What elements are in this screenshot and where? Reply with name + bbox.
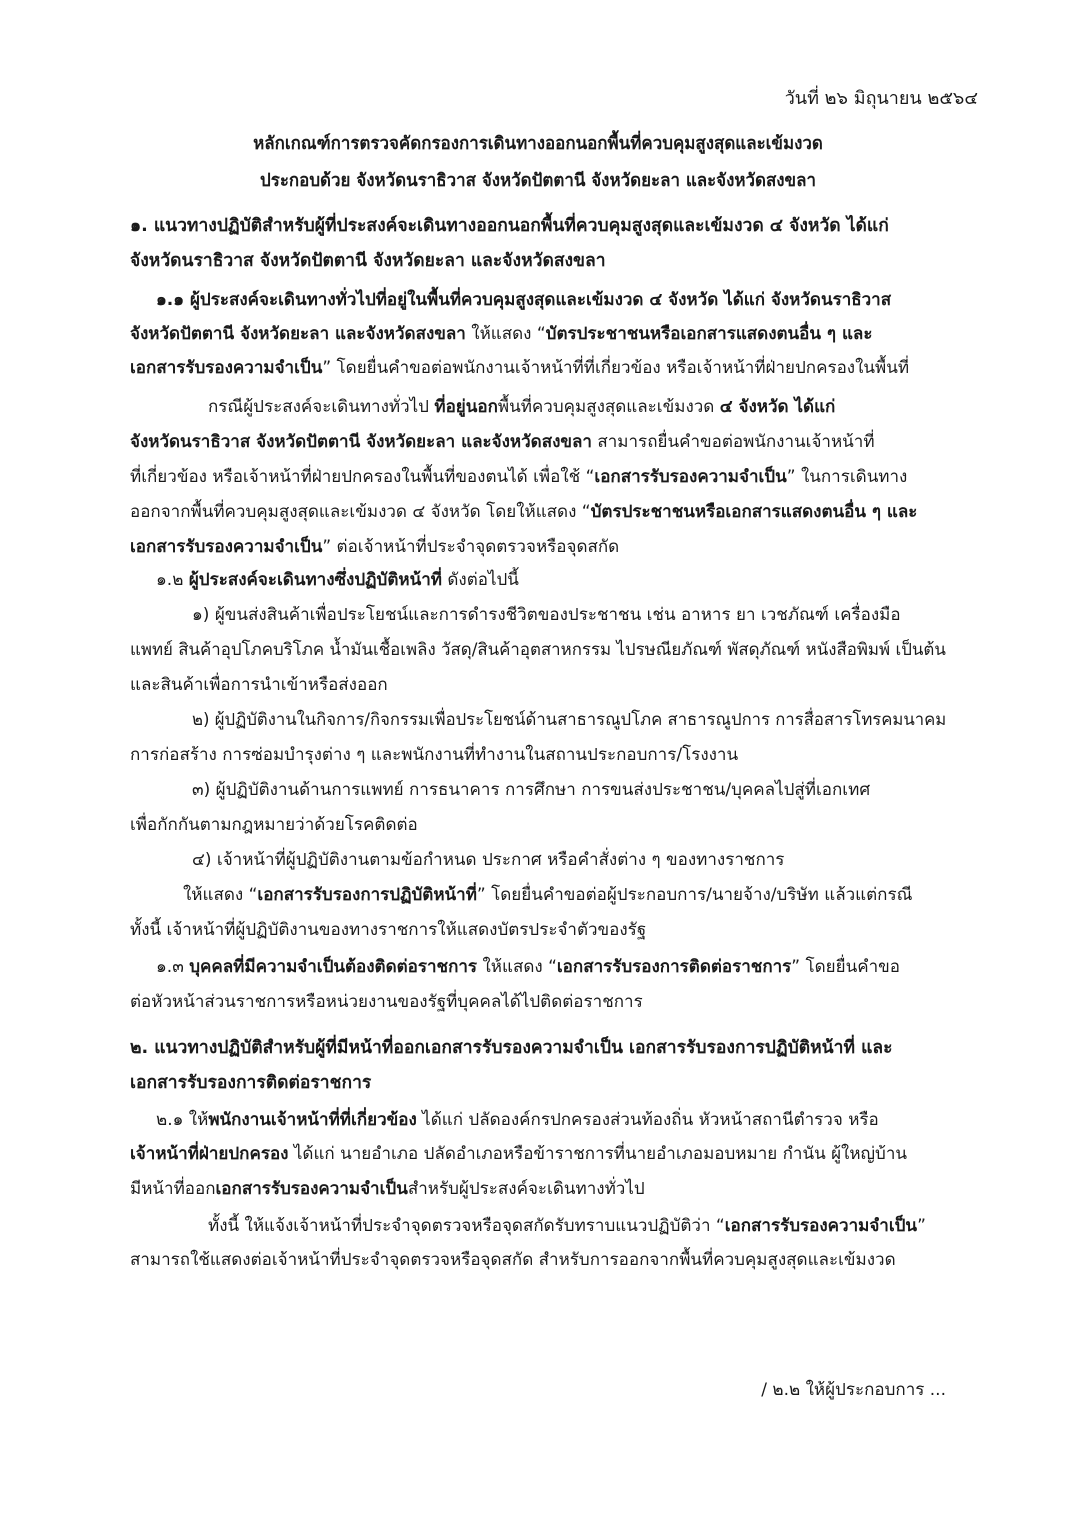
text-bold: ผู้ประสงค์จะเดินทางซึ่งปฏิบัติหน้าที่ [188,570,442,590]
text: ” โดยยื่นคำขอต่อผู้ประกอบการ/นายจ้าง/บริษัท แล้วแต่กรณี [476,885,913,905]
text: กรณีผู้ประสงค์จะเดินทางทั่วไป [208,397,435,417]
text-bold: เอกสารรับรองความจำเป็น [594,467,787,487]
sub-item-1-line-2: แพทย์ สินค้าอุปโภคบริโภค น้ำมันเชื้อเพลิง วัสดุ/สินค้าอุตสาหกรรม ไปรษณียภัณฑ์ พัสดุภัณฑ์ หนังสือพิมพ์ เป็นต้น [130,640,946,660]
text: ให้แสดง “ [477,957,557,977]
text-bold: จังหวัดปัตตานี จังหวัดยะลา และจังหวัดสงขลา [130,324,466,344]
item-1-3-line-1 [156,955,900,979]
item-1-1-line-3 [130,356,909,380]
show-document-line-1 [183,883,912,907]
document-title-line-1: หลักเกณฑ์การตรวจคัดกรองการเดินทางออกนอกพื้นที่ควบคุมสูงสุดและเข้มงวด [253,134,823,154]
text: มีหน้าที่ออก [130,1179,216,1199]
text-bold: จังหวัดนราธิวาส จังหวัดปัตตานี จังหวัดยะลา และจังหวัดสงขลา [130,432,592,452]
section-2-heading: ๒. แนวทางปฏิบัติสำหรับผู้ที่มีหน้าที่ออกเอกสารรับรองความจำเป็น เอกสารรับรองการปฏิบัติหน้าที่ และ [130,1038,893,1058]
text: ” โดยยื่นคำขอต่อพนักงานเจ้าหน้าที่ที่เกี่ยวข้อง หรือเจ้าหน้าที่ฝ่ายปกครองในพื้นที่ [322,358,910,378]
case-line-5 [130,535,619,559]
text: ให้แสดง “ [183,885,258,905]
text: ๑.๒ [156,570,189,590]
text: สามารถยื่นคำขอต่อพนักงานเจ้าหน้าที่ [591,432,875,452]
text-bold: บัตรประชาชนหรือเอกสารแสดงตนอื่น ๆ และ [545,324,873,344]
text: ได้แก่ นายอำเภอ ปลัดอำเภอหรือข้าราชการที่นายอำเภอมอบหมาย กำนัน ผู้ใหญ่บ้าน [288,1144,908,1164]
text-bold: ๔ จังหวัด ได้แก่ [719,397,836,417]
text: ” ต่อเจ้าหน้าที่ประจำจุดตรวจหรือจุดสกัด [322,537,620,557]
section-1-heading-cont: จังหวัดนราธิวาส จังหวัดปัตตานี จังหวัดยะลา และจังหวัดสงขลา [130,251,606,271]
text-bold: เอกสารรับรองความจำเป็น [724,1216,918,1236]
item-1-1-line-2 [130,322,872,346]
text: ทั้งนี้ ให้แจ้งเจ้าหน้าที่ประจำจุดตรวจหรือจุดสกัดรับทราบแนวปฏิบัติว่า “ [208,1216,725,1236]
text-bold: เอกสารรับรองการปฏิบัติหน้าที่ [257,885,477,905]
text: ได้แก่ ปลัดองค์กรปกครองส่วนท้องถิ่น หัวหน้าสถานีตำรวจ หรือ [416,1110,879,1130]
text: ออกจากพื้นที่ควบคุมสูงสุดและเข้มงวด ๔ จังหวัด โดยให้แสดง “ [130,502,591,522]
item-1-1-line-1: ๑.๑ ผู้ประสงค์จะเดินทางทั่วไปที่อยู่ในพื้นที่ควบคุมสูงสุดและเข้มงวด ๔ จังหวัด ได้แก่ จังหวัดนราธิวาส [156,290,892,310]
document-title-line-2: ประกอบด้วย จังหวัดนราธิวาส จังหวัดปัตตานี จังหวัดยะลา และจังหวัดสงขลา [260,171,816,191]
show-document-line-2: ทั้งนี้ เจ้าหน้าที่ผู้ปฏิบัติงานของทางราชการให้แสดงบัตรประจำตัวของรัฐ [130,920,647,940]
page-continuation-footer: / ๒.๒ ให้ผู้ประกอบการ ... [761,1380,946,1400]
text-bold: ที่อยู่นอก [434,397,498,417]
case-line-1 [208,395,835,419]
text-bold: เอกสารรับรองความจำเป็น [215,1179,408,1199]
sub-item-3-line-1: ๓) ผู้ปฏิบัติงานด้านการแพทย์ การธนาคาร การศึกษา การขนส่งประชาชน/บุคคลไปสู่ที่เอกเทศ [192,780,871,800]
text: ดังต่อไปนี้ [441,570,519,590]
section-2-heading-cont: เอกสารรับรองการติดต่อราชการ [130,1073,372,1093]
item-2-1-line-5: สามารถใช้แสดงต่อเจ้าหน้าที่ประจำจุดตรวจหรือจุดสกัด สำหรับการออกจากพื้นที่ควบคุมสูงสุดและเข้มงวด [130,1250,896,1270]
text-bold: พนักงานเจ้าหน้าที่ที่เกี่ยวข้อง [208,1110,417,1130]
text-bold: เอกสารรับรองความจำเป็น [130,358,323,378]
text: ๒.๑ ให้ [156,1110,209,1130]
text: ๑.๓ [156,957,190,977]
sub-item-1-line-3: และสินค้าเพื่อการนำเข้าหรือส่งออก [130,675,388,695]
sub-item-2-line-1: ๒) ผู้ปฏิบัติงานในกิจการ/กิจกรรมเพื่อประโยชน์ด้านสาธารณูปโภค สาธารณูปการ การสื่อสารโทรคมนาคม [192,710,947,730]
text-bold: เอกสารรับรองการติดต่อราชการ [556,957,792,977]
case-line-3 [130,465,907,489]
text: ให้แสดง “ [465,324,546,344]
item-2-1-line-1 [156,1108,879,1132]
sub-item-1-line-1: ๑) ผู้ขนส่งสินค้าเพื่อประโยชน์และการดำรงชีวิตของประชาชน เช่น อาหาร ยา เวชภัณฑ์ เครื่องมือ [192,605,901,625]
text-bold: บุคคลที่มีความจำเป็นต้องติดต่อราชการ [189,957,478,977]
item-1-3-line-2: ต่อหัวหน้าส่วนราชการหรือหน่วยงานของรัฐที่บุคคลได้ไปติดต่อราชการ [130,992,643,1012]
text-bold: บัตรประชาชนหรือเอกสารแสดงตนอื่น ๆ และ [590,502,918,522]
sub-item-3-line-2: เพื่อกักกันตามกฎหมายว่าด้วยโรคติดต่อ [130,815,418,835]
case-line-2 [130,430,875,454]
item-2-1-line-3 [130,1177,645,1201]
text: ” โดยยื่นคำขอ [791,957,900,977]
text: ” ในการเดินทาง [786,467,908,487]
item-1-2-line-1 [156,568,519,592]
text: พื้นที่ควบคุมสูงสุดและเข้มงวด [497,397,720,417]
sub-item-2-line-2: การก่อสร้าง การซ่อมบำรุงต่าง ๆ และพนักงานที่ทำงานในสถานประกอบการ/โรงงาน [130,745,739,765]
section-1-heading: ๑. แนวทางปฏิบัติสำหรับผู้ที่ประสงค์จะเดินทางออกนอกพื้นที่ควบคุมสูงสุดและเข้มงวด ๔ จังหวัด ได้แก่ [130,216,889,236]
document-date: วันที่ ๒๖ มิถุนายน ๒๕๖๔ [784,88,978,109]
text: ” [917,1216,926,1236]
text-bold: เจ้าหน้าที่ฝ่ายปกครอง [130,1144,289,1164]
text-bold: เอกสารรับรองความจำเป็น [130,537,323,557]
item-2-1-line-4 [208,1214,926,1238]
case-line-4 [130,500,917,524]
text: ที่เกี่ยวข้อง หรือเจ้าหน้าที่ฝ่ายปกครองในพื้นที่ของตนได้ เพื่อใช้ “ [130,467,595,487]
text: สำหรับผู้ประสงค์จะเดินทางทั่วไป [407,1179,645,1199]
item-2-1-line-2 [130,1142,907,1166]
sub-item-4-line-1: ๔) เจ้าหน้าที่ผู้ปฏิบัติงานตามข้อกำหนด ประกาศ หรือคำสั่งต่าง ๆ ของทางราชการ [192,850,785,870]
